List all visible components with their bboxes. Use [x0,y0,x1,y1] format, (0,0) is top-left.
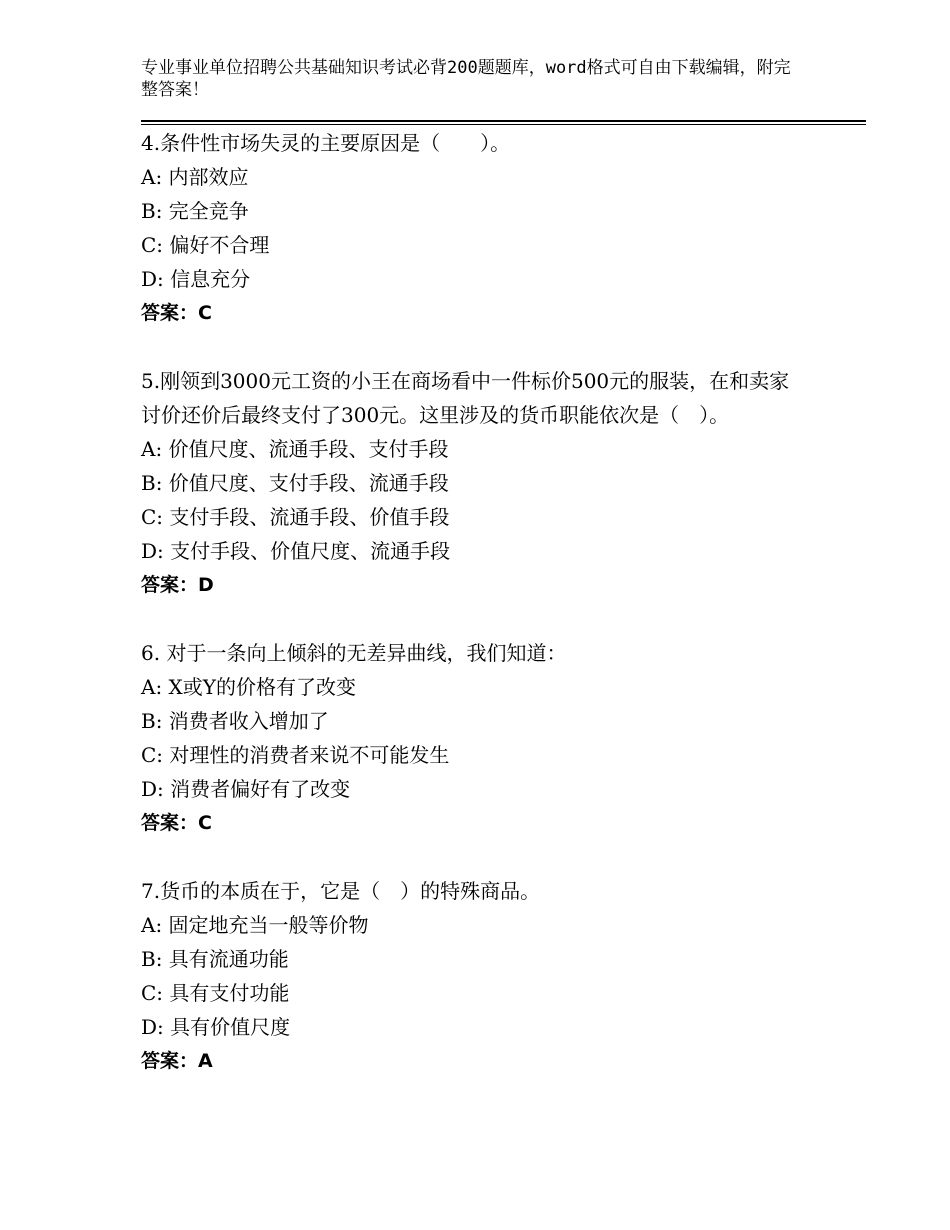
option-a: A: 固定地充当一般等价物 [141,913,369,937]
answer: 答案：D [141,574,214,596]
option-b: B: 消费者收入增加了 [141,709,329,733]
option-a: A: 价值尺度、流通手段、支付手段 [141,437,449,461]
question-4 [141,126,821,330]
question-6 [141,636,821,840]
option-b: B: 具有流通功能 [141,947,289,971]
option-b: B: 完全竞争 [141,199,249,223]
option-d: D: 支付手段、价值尺度、流通手段 [141,539,451,563]
option-a: A: X或Y的价格有了改变 [141,675,356,699]
option-d: D: 具有价值尺度 [141,1015,291,1039]
option-d: D: 信息充分 [141,267,251,291]
header-rule-thick [141,120,866,122]
question-stem: 4.条件性市场失灵的主要原因是（ ）。 [141,131,511,155]
option-b: B: 价值尺度、支付手段、流通手段 [141,471,449,495]
option-c: C: 对理性的消费者来说不可能发生 [141,743,450,767]
option-a: A: 内部效应 [141,165,249,189]
answer: 答案：C [141,812,212,834]
option-c: C: 偏好不合理 [141,233,270,257]
answer: 答案：A [141,1050,213,1072]
answer: 答案：C [141,302,212,324]
question-7 [141,874,821,1078]
question-list [141,126,821,1112]
option-c: C: 支付手段、流通手段、价值手段 [141,505,450,529]
option-d: D: 消费者偏好有了改变 [141,777,351,801]
document-header: 专业事业单位招聘公共基础知识考试必背200题题库，word格式可自由下载编辑，附完整答案！ [141,58,791,100]
question-5 [141,364,821,602]
option-c: C: 具有支付功能 [141,981,290,1005]
question-stem: 5.刚领到3000元工资的小王在商场看中一件标价500元的服装，在和卖家讨价还价后最终支付了300元。这里涉及的货币职能依次是（ ）。 [141,369,790,427]
question-stem: 6. 对于一条向上倾斜的无差异曲线，我们知道： [141,641,567,665]
header-rule-thin [141,124,866,125]
question-stem: 7.货币的本质在于，它是（ ）的特殊商品。 [141,879,541,903]
